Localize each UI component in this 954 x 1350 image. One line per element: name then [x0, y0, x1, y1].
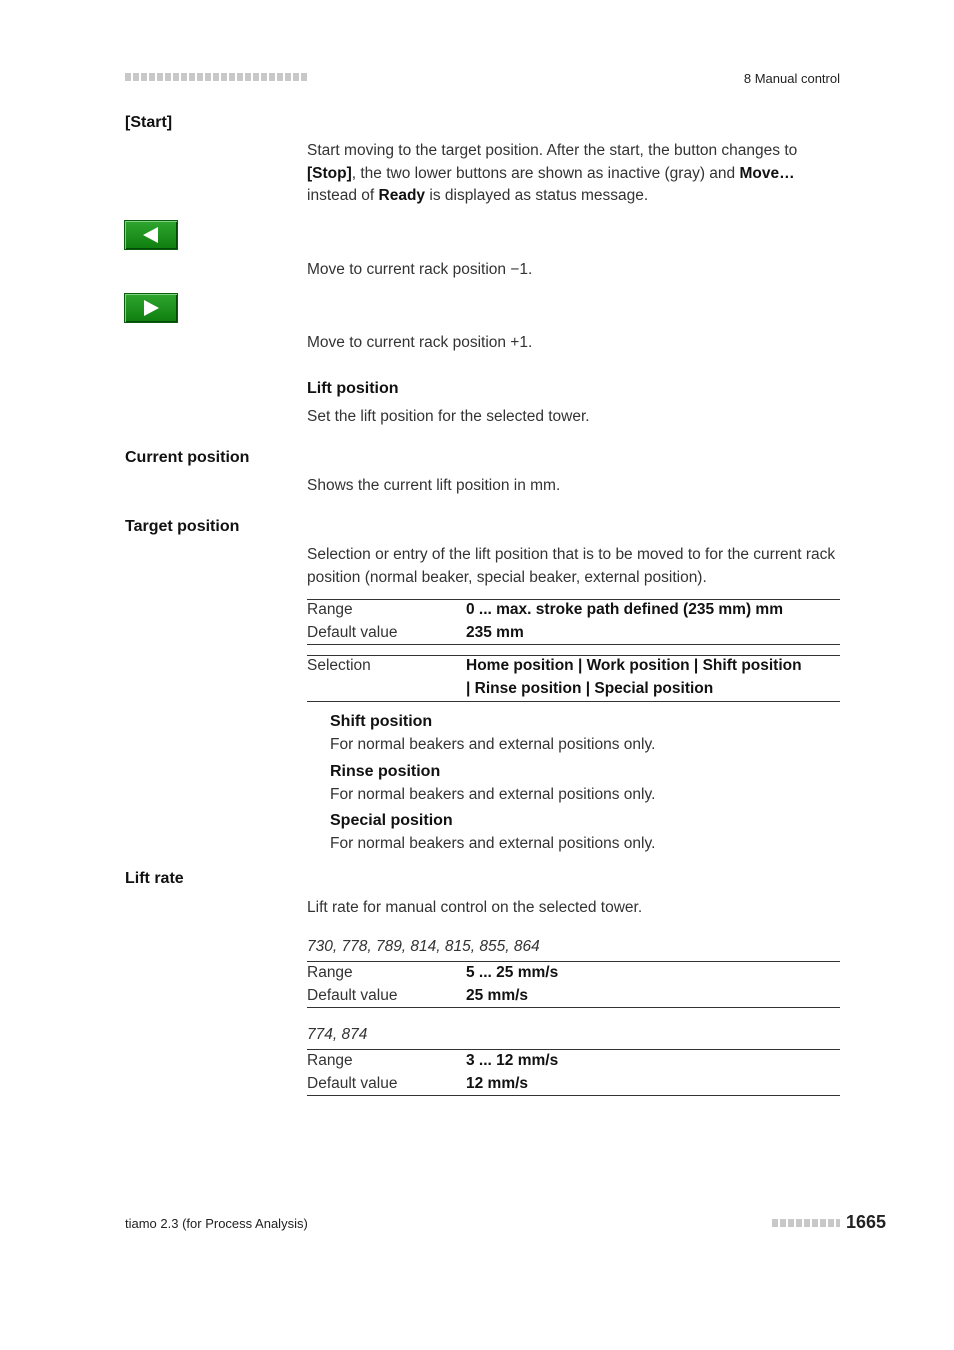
target-position-selection-table: [307, 655, 840, 700]
table-rule: [307, 1095, 840, 1096]
selection-label: Selection: [307, 657, 371, 674]
range-label: Range: [307, 964, 353, 981]
option-title: Rinse position: [330, 763, 441, 780]
lift-position-heading: Lift position: [307, 380, 399, 397]
lift-rate-label: Lift rate: [125, 870, 184, 887]
target-position-label: Target position: [125, 518, 240, 535]
option-rinse-position: [330, 761, 840, 806]
lift-rate-table-1: [307, 962, 840, 1007]
range-row: [307, 1050, 840, 1073]
arrow-left-icon: [125, 221, 177, 249]
option-description: For normal beakers and external positions only.: [330, 735, 656, 753]
model-group-heading: 730, 778, 789, 814, 815, 855, 864: [307, 938, 540, 955]
range-row: [307, 599, 840, 622]
arrow-right-icon: [125, 294, 177, 322]
default-row: [307, 1073, 840, 1096]
default-row: [307, 622, 840, 645]
default-value: 235 mm: [466, 623, 524, 641]
default-label: Default value: [307, 1074, 398, 1092]
default-label: Default value: [307, 986, 398, 1004]
current-position-description: Shows the current lift position in mm.: [307, 477, 561, 494]
table-rule: [307, 644, 840, 645]
footer-product-name: tiamo 2.3 (for Process Analysis): [125, 1216, 308, 1231]
target-position-description: Selection or entry of the lift position that is to be moved to for the current rack position (normal beaker, special beaker, external position).: [307, 546, 836, 586]
target-position-range-table: [307, 599, 840, 644]
range-label: Range: [307, 1052, 353, 1069]
option-special-position: [330, 810, 840, 855]
selection-row: [307, 655, 840, 700]
option-title: Shift position: [330, 713, 433, 730]
range-value: 0 ... max. stroke path defined (235 mm) mm: [466, 601, 783, 618]
model-group-heading: 774, 874: [307, 1026, 368, 1043]
footer-decoration: [772, 1219, 840, 1227]
header-decoration: [125, 73, 307, 81]
range-row: [307, 962, 840, 985]
table-rule: [307, 701, 840, 702]
selection-values: Home position | Work position | Shift position | Rinse position | Special position: [466, 657, 802, 697]
range-value: 3 ... 12 mm/s: [466, 1052, 559, 1069]
lift-rate-description: Lift rate for manual control on the selected tower.: [307, 899, 643, 916]
option-shift-position: [330, 711, 840, 756]
option-description: For normal beakers and external positions only.: [330, 834, 656, 852]
start-label: [Start]: [125, 114, 173, 131]
previous-rack-position-button[interactable]: [124, 220, 178, 250]
next-rack-position-button[interactable]: [124, 293, 178, 323]
previous-button-description: Move to current rack position −1.: [307, 261, 533, 278]
next-button-description: Move to current rack position +1.: [307, 334, 533, 351]
start-description: Start moving to the target position. After the start, the button changes to [Stop], the two lower buttons are shown as inactive (gray) and Move… instead of Ready is displayed as status message.: [307, 142, 798, 204]
default-label: Default value: [307, 623, 398, 641]
option-title: Special position: [330, 812, 453, 829]
lift-rate-table-2: [307, 1050, 840, 1095]
chapter-title: 8 Manual control: [743, 71, 840, 86]
default-value: 12 mm/s: [466, 1074, 529, 1092]
option-description: For normal beakers and external positions only.: [330, 785, 656, 803]
lift-position-description: Set the lift position for the selected tower.: [307, 408, 590, 425]
page-number: 1665: [846, 1212, 887, 1232]
current-position-label: Current position: [125, 449, 250, 466]
default-row: [307, 985, 840, 1008]
range-value: 5 ... 25 mm/s: [466, 964, 559, 981]
range-label: Range: [307, 601, 353, 618]
table-rule: [307, 1007, 840, 1008]
default-value: 25 mm/s: [466, 986, 529, 1004]
